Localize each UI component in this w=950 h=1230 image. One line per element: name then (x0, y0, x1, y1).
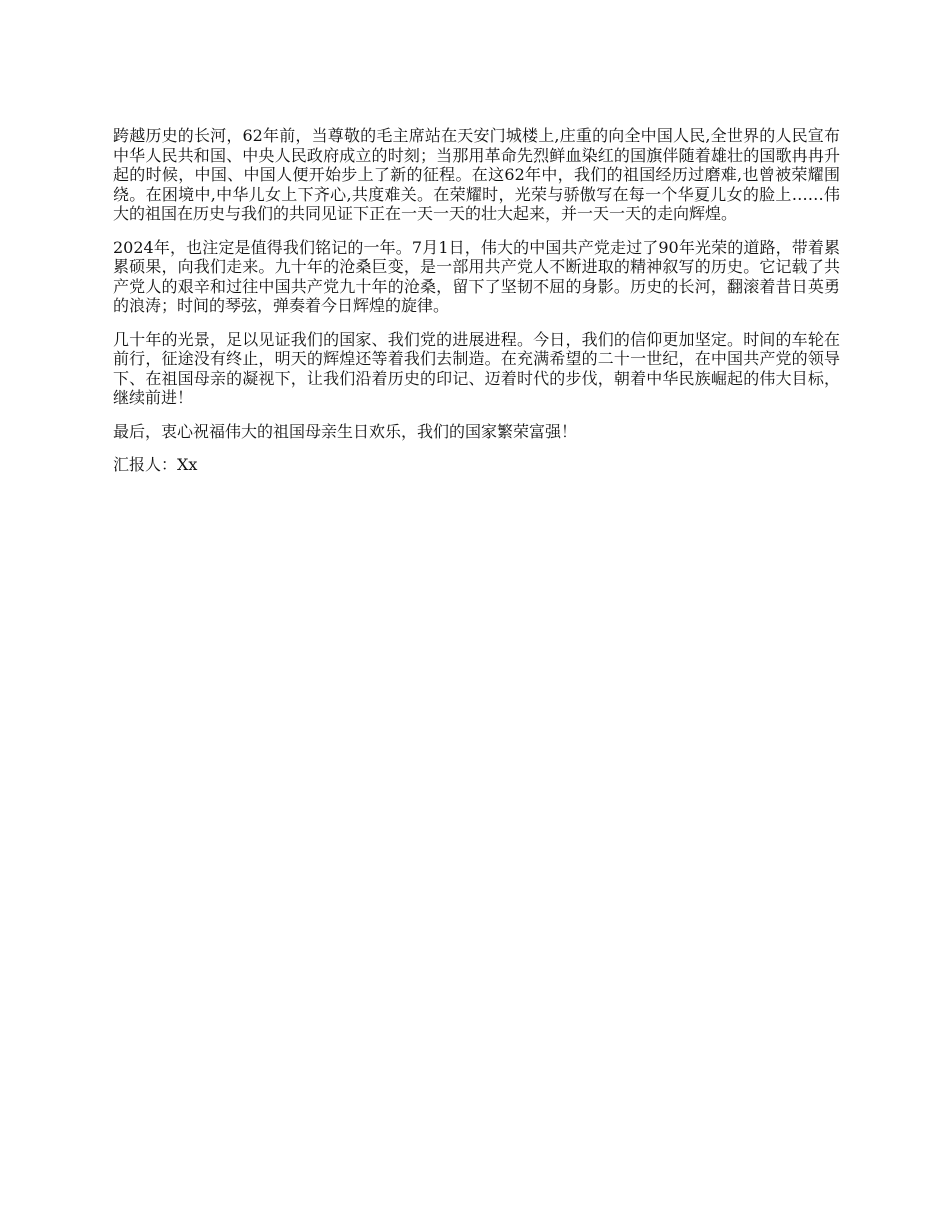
reporter-signature: 汇报人：Xx (113, 455, 198, 474)
paragraph-blessing: 最后，衷心祝福伟大的祖国母亲生日欢乐，我们的国家繁荣富强！ (113, 421, 578, 441)
paragraph-decades: 几十年的光景，足以见证我们的国家、我们党的进展进程。今日，我们的信仰更加坚定。时间的车轮在前行，征途没有终止，明天的辉煌还等着我们去制造。在充满希望的二十一世纪，在中国共产党的领导下、在祖国母亲的凝视下，让我们沿着历史的印记、迈着时代的步伐，朝着中华民族崛起的伟大目标，继续前进！ (113, 329, 840, 407)
paragraph-history: 跨越历史的长河，62年前，当尊敬的毛主席站在天安门城楼上,庄重的向全中国人民,全世界的人民宣布中华人民共和国、中央人民政府成立的时刻；当那用革命先烈鲜血染红的国旗伴随着雄壮的国歌冉冉升起的时候，中国、中国人便开始步上了新的征程。在这62年中，我们的祖国经历过磨难,也曾被荣耀围绕。在困境中,中华儿女上下齐心,共度难关。在荣耀时，光荣与骄傲写在每一个华夏儿女的脸上……伟大的祖国在历史与我们的共同见证下正在一天一天的壮大起来，并一天一天的走向辉煌。 (113, 126, 840, 223)
paragraph-2024: 2024年，也注定是值得我们铭记的一年。7月1日，伟大的中国共产党走过了90年光荣的道路，带着累累硕果，向我们走来。九十年的沧桑巨变，是一部用共产党人不断进取的精神叙写的历史。它记载了共产党人的艰辛和过往中国共产党九十年的沧桑，留下了坚韧不屈的身影。历史的长河，翻滚着昔日英勇的浪涛；时间的琴弦，弹奏着今日辉煌的旋律。 (113, 237, 840, 315)
document-body (113, 126, 840, 489)
